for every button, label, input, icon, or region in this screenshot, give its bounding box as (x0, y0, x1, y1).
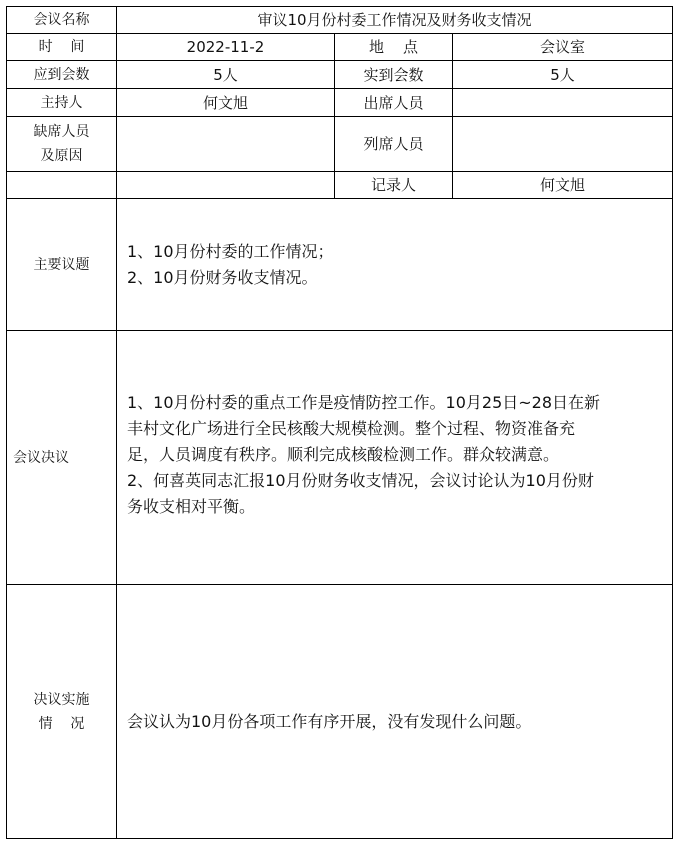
row-implementation (7, 585, 673, 839)
resolution-line: 1、10月份村委的重点工作是疫情防控工作。10月25日~28日在新 (127, 392, 601, 412)
empty-cell (117, 172, 335, 199)
meeting-record-table (6, 6, 673, 839)
value-attendees (453, 117, 673, 172)
label-place: 地 点 (335, 34, 453, 61)
value-place: 会议室 (453, 34, 673, 61)
value-meeting-name: 审议10月份村委工作情况及财务收支情况 (117, 7, 673, 34)
resolution-line: 务收支相对平衡。 (127, 496, 256, 516)
row-host (7, 89, 673, 117)
value-expected: 5人 (117, 61, 335, 89)
empty-cell (7, 172, 117, 199)
topic-item: 2、10月份财务收支情况。 (127, 267, 318, 287)
value-host: 何文旭 (117, 89, 335, 117)
label-absent-line-1: 缺席人员 (33, 124, 90, 140)
row-meeting-name (7, 7, 673, 34)
label-implementation-line-2: 情 况 (38, 715, 85, 732)
row-attendance-count (7, 61, 673, 89)
row-time-place (7, 34, 673, 61)
value-actual: 5人 (453, 61, 673, 89)
label-resolution: 会议决议 (7, 331, 117, 585)
label-host: 主持人 (7, 89, 117, 117)
value-time: 2022-11-2 (117, 34, 335, 61)
resolution-line: 丰村文化广场进行全民核酸大规模检测。整个过程、物资准备充 (127, 418, 576, 438)
row-recorder (7, 172, 673, 199)
row-resolution (7, 331, 673, 585)
value-present (453, 89, 673, 117)
value-topics (117, 199, 673, 331)
label-time: 时 间 (7, 34, 117, 61)
resolution-line: 2、何喜英同志汇报10月份财务收支情况，会议讨论认为10月份财 (127, 470, 594, 490)
label-implementation (7, 585, 117, 839)
label-meeting-name: 会议名称 (7, 7, 117, 34)
row-topics (7, 199, 673, 331)
label-attendees: 列席人员 (335, 117, 453, 172)
value-recorder: 何文旭 (453, 172, 673, 199)
label-absent-line-2: 及原因 (40, 148, 83, 164)
label-absent (7, 117, 117, 172)
value-implementation: 会议认为10月份各项工作有序开展，没有发现什么问题。 (117, 585, 673, 839)
value-absent (117, 117, 335, 172)
value-resolution (117, 331, 673, 585)
label-recorder: 记录人 (335, 172, 453, 199)
label-implementation-line-1: 决议实施 (33, 691, 90, 708)
label-actual: 实到会数 (335, 61, 453, 89)
resolution-line: 足，人员调度有秩序。顺利完成核酸检测工作。群众较满意。 (127, 444, 560, 464)
row-absent (7, 117, 673, 172)
topic-item: 1、10月份村委的工作情况； (127, 241, 334, 261)
label-expected: 应到会数 (7, 61, 117, 89)
label-topics: 主要议题 (7, 199, 117, 331)
label-present: 出席人员 (335, 89, 453, 117)
